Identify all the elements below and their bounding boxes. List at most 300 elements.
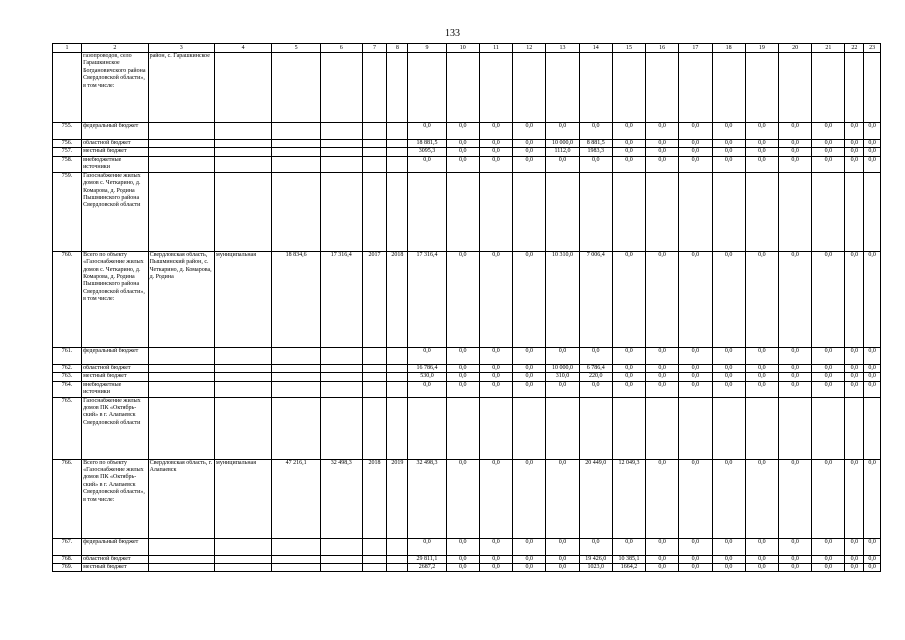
amount-cell: 0,0 (812, 140, 845, 148)
location (148, 555, 214, 563)
start-year (362, 364, 387, 372)
amount-cell: 0,0 (513, 564, 546, 572)
amount-cell: 0,0 (845, 364, 864, 372)
end-year (387, 397, 408, 459)
amount-cell: 0,0 (546, 381, 579, 397)
amount-cell (779, 397, 812, 459)
ownership-type (215, 555, 272, 563)
amount-cell: 0,0 (679, 555, 712, 563)
amount-cell: 0,0 (546, 538, 579, 555)
amount-cell: 6 786,4 (579, 364, 612, 372)
amount-cell (864, 397, 881, 459)
location (148, 140, 214, 148)
amount-cell: 0,0 (845, 373, 864, 381)
start-year (362, 123, 387, 140)
amount-cell: 0,0 (712, 538, 745, 555)
amount-cell (579, 172, 612, 251)
amount-cell: 0,0 (612, 364, 645, 372)
column-number: 7 (362, 44, 387, 53)
amount-cell: 0,0 (812, 251, 845, 347)
amount-cell: 0,0 (513, 555, 546, 563)
amount-cell: 0,0 (646, 123, 679, 140)
row-number: 768. (53, 555, 82, 563)
amount-cell: 0,0 (679, 373, 712, 381)
amount-cell: 0,0 (779, 364, 812, 372)
amount-cell (612, 397, 645, 459)
amount-cell: 0,0 (845, 140, 864, 148)
amount-cell (812, 53, 845, 123)
amount-cell: 29 811,1 (408, 555, 446, 563)
amount-cell: 0,0 (745, 156, 778, 172)
estimated-cost (272, 564, 321, 572)
column-number: 5 (272, 44, 321, 53)
location: Свердловская область, Пышминский район, с. Четкарино, д. Комарова, д. Родина (148, 251, 214, 347)
amount-cell: 0,0 (479, 140, 512, 148)
amount-cell: 0,0 (712, 381, 745, 397)
amount-cell (546, 53, 579, 123)
amount-cell: 0,0 (612, 156, 645, 172)
amount-cell: 0,0 (745, 381, 778, 397)
location (148, 373, 214, 381)
amount-cell: 0,0 (546, 347, 579, 364)
end-year (387, 156, 408, 172)
amount-cell: 0,0 (646, 364, 679, 372)
amount-cell: 0,0 (408, 156, 446, 172)
table-row (53, 381, 881, 397)
amount-cell: 0,0 (745, 123, 778, 140)
amount-cell: 530,0 (408, 373, 446, 381)
table-row (53, 373, 881, 381)
amount-cell: 0,0 (779, 140, 812, 148)
row-number (53, 53, 82, 123)
amount-cell (479, 172, 512, 251)
start-year (362, 156, 387, 172)
amount-cell: 0,0 (779, 251, 812, 347)
amount-cell: 0,0 (646, 148, 679, 156)
estimated-cost (272, 555, 321, 563)
remaining-cost (320, 347, 362, 364)
ownership-type (215, 53, 272, 123)
estimated-cost (272, 397, 321, 459)
amount-cell: 0,0 (779, 381, 812, 397)
amount-cell (408, 172, 446, 251)
table-row (53, 123, 881, 140)
amount-cell: 0,0 (845, 564, 864, 572)
end-year (387, 381, 408, 397)
row-number: 756. (53, 140, 82, 148)
amount-cell: 0,0 (513, 459, 546, 538)
table-row (53, 538, 881, 555)
amount-cell: 0,0 (612, 251, 645, 347)
start-year (362, 172, 387, 251)
column-number: 4 (215, 44, 272, 53)
estimated-cost: 47 216,1 (272, 459, 321, 538)
row-number: 769. (53, 564, 82, 572)
amount-cell: 0,0 (812, 555, 845, 563)
column-number: 20 (779, 44, 812, 53)
amount-cell: 0,0 (712, 148, 745, 156)
end-year (387, 364, 408, 372)
amount-cell: 0,0 (812, 459, 845, 538)
remaining-cost (320, 148, 362, 156)
amount-cell: 0,0 (745, 347, 778, 364)
amount-cell: 310,0 (546, 373, 579, 381)
amount-cell: 0,0 (864, 148, 881, 156)
item-name: областной бюджет (82, 140, 148, 148)
start-year (362, 140, 387, 148)
amount-cell (745, 172, 778, 251)
amount-cell: 0,0 (845, 459, 864, 538)
amount-cell (646, 53, 679, 123)
estimated-cost (272, 381, 321, 397)
amount-cell: 18 881,5 (408, 140, 446, 148)
start-year (362, 381, 387, 397)
amount-cell: 0,0 (779, 347, 812, 364)
column-number: 15 (612, 44, 645, 53)
amount-cell: 0,0 (446, 564, 479, 572)
location (148, 148, 214, 156)
item-name: Газоснабжение жилых домов с. Четкарино, д. Комарова, д. Родина Пышминского района Свердловской области (82, 172, 148, 251)
amount-cell: 0,0 (745, 251, 778, 347)
ownership-type (215, 140, 272, 148)
row-number: 759. (53, 172, 82, 251)
amount-cell: 0,0 (612, 347, 645, 364)
amount-cell: 0,0 (745, 140, 778, 148)
end-year (387, 538, 408, 555)
amount-cell: 0,0 (479, 555, 512, 563)
column-number: 9 (408, 44, 446, 53)
amount-cell: 0,0 (546, 459, 579, 538)
column-number: 23 (864, 44, 881, 53)
amount-cell: 0,0 (712, 347, 745, 364)
amount-cell: 0,0 (408, 347, 446, 364)
remaining-cost (320, 156, 362, 172)
amount-cell: 0,0 (679, 459, 712, 538)
amount-cell: 0,0 (479, 156, 512, 172)
amount-cell: 0,0 (712, 459, 745, 538)
amount-cell: 0,0 (779, 555, 812, 563)
column-number-row (53, 44, 881, 53)
amount-cell: 0,0 (646, 538, 679, 555)
row-number: 760. (53, 251, 82, 347)
amount-cell (864, 172, 881, 251)
ownership-type (215, 364, 272, 372)
remaining-cost: 32 498,3 (320, 459, 362, 538)
table-row (53, 140, 881, 148)
location (148, 381, 214, 397)
amount-cell: 0,0 (864, 347, 881, 364)
amount-cell: 0,0 (646, 373, 679, 381)
amount-cell: 0,0 (779, 459, 812, 538)
amount-cell (479, 397, 512, 459)
amount-cell: 0,0 (864, 364, 881, 372)
amount-cell: 0,0 (546, 564, 579, 572)
amount-cell: 32 498,3 (408, 459, 446, 538)
amount-cell (546, 172, 579, 251)
amount-cell: 16 786,4 (408, 364, 446, 372)
amount-cell: 0,0 (513, 373, 546, 381)
amount-cell: 20 449,0 (579, 459, 612, 538)
amount-cell: 0,0 (712, 156, 745, 172)
amount-cell: 0,0 (479, 373, 512, 381)
end-year (387, 564, 408, 572)
amount-cell (546, 397, 579, 459)
amount-cell: 0,0 (446, 373, 479, 381)
amount-cell (446, 53, 479, 123)
amount-cell: 0,0 (812, 156, 845, 172)
amount-cell: 0,0 (845, 381, 864, 397)
amount-cell: 0,0 (845, 555, 864, 563)
amount-cell: 0,0 (679, 347, 712, 364)
amount-cell (712, 397, 745, 459)
amount-cell (779, 53, 812, 123)
amount-cell: 0,0 (679, 538, 712, 555)
ownership-type (215, 381, 272, 397)
amount-cell: 0,0 (812, 364, 845, 372)
amount-cell: 0,0 (513, 140, 546, 148)
amount-cell: 0,0 (513, 538, 546, 555)
table-body (53, 44, 881, 572)
ownership-type: муниципальная (215, 459, 272, 538)
start-year (362, 53, 387, 123)
amount-cell: 0,0 (446, 381, 479, 397)
amount-cell: 0,0 (864, 555, 881, 563)
estimated-cost (272, 53, 321, 123)
ownership-type (215, 123, 272, 140)
remaining-cost (320, 123, 362, 140)
amount-cell (712, 172, 745, 251)
location (148, 397, 214, 459)
amount-cell: 0,0 (546, 156, 579, 172)
amount-cell: 0,0 (646, 251, 679, 347)
amount-cell: 10 310,0 (546, 251, 579, 347)
amount-cell (612, 53, 645, 123)
column-number: 1 (53, 44, 82, 53)
ownership-type (215, 373, 272, 381)
location (148, 564, 214, 572)
amount-cell: 0,0 (446, 156, 479, 172)
amount-cell: 1983,3 (579, 148, 612, 156)
column-number: 8 (387, 44, 408, 53)
table-row (53, 172, 881, 251)
amount-cell (679, 53, 712, 123)
amount-cell: 0,0 (712, 123, 745, 140)
amount-cell: 10 385,1 (612, 555, 645, 563)
column-number: 12 (513, 44, 546, 53)
amount-cell: 0,0 (612, 140, 645, 148)
amount-cell: 0,0 (446, 251, 479, 347)
column-number: 19 (745, 44, 778, 53)
amount-cell (812, 397, 845, 459)
amount-cell: 0,0 (779, 156, 812, 172)
end-year (387, 53, 408, 123)
location (148, 156, 214, 172)
remaining-cost (320, 172, 362, 251)
amount-cell: 0,0 (612, 148, 645, 156)
amount-cell: 2687,2 (408, 564, 446, 572)
estimated-cost: 18 834,6 (272, 251, 321, 347)
amount-cell: 0,0 (579, 156, 612, 172)
ownership-type (215, 347, 272, 364)
amount-cell (646, 397, 679, 459)
amount-cell: 0,0 (845, 148, 864, 156)
amount-cell: 0,0 (646, 156, 679, 172)
amount-cell: 0,0 (408, 538, 446, 555)
amount-cell: 10 000,0 (546, 140, 579, 148)
amount-cell (446, 397, 479, 459)
amount-cell: 0,0 (712, 364, 745, 372)
estimated-cost (272, 156, 321, 172)
amount-cell: 0,0 (845, 251, 864, 347)
amount-cell: 1023,0 (579, 564, 612, 572)
amount-cell: 0,0 (864, 251, 881, 347)
amount-cell: 0,0 (864, 538, 881, 555)
table-row (53, 364, 881, 372)
row-number: 758. (53, 156, 82, 172)
remaining-cost (320, 373, 362, 381)
column-number: 11 (479, 44, 512, 53)
amount-cell (446, 172, 479, 251)
remaining-cost (320, 397, 362, 459)
remaining-cost (320, 564, 362, 572)
amount-cell: 0,0 (446, 459, 479, 538)
end-year (387, 148, 408, 156)
row-number: 766. (53, 459, 82, 538)
column-number: 2 (82, 44, 148, 53)
amount-cell: 0,0 (446, 123, 479, 140)
item-name: внебюджетные источники (82, 381, 148, 397)
start-year (362, 555, 387, 563)
amount-cell: 0,0 (812, 564, 845, 572)
item-name: местный бюджет (82, 148, 148, 156)
amount-cell (612, 172, 645, 251)
table-row (53, 251, 881, 347)
table-row (53, 156, 881, 172)
ownership-type (215, 538, 272, 555)
remaining-cost (320, 555, 362, 563)
amount-cell: 0,0 (612, 373, 645, 381)
amount-cell: 0,0 (679, 156, 712, 172)
amount-cell: 0,0 (446, 140, 479, 148)
amount-cell: 0,0 (864, 373, 881, 381)
start-year (362, 538, 387, 555)
item-name: областной бюджет (82, 364, 148, 372)
amount-cell: 0,0 (812, 381, 845, 397)
amount-cell: 0,0 (646, 555, 679, 563)
amount-cell: 0,0 (779, 538, 812, 555)
item-name: Всего по объекту «Газоснабжение жилых домов с. Четкарино, д. Комарова, д. Родина Пышминского района Свердловской области», в том числе: (82, 251, 148, 347)
ownership-type (215, 397, 272, 459)
end-year (387, 172, 408, 251)
ownership-type (215, 148, 272, 156)
amount-cell: 0,0 (745, 373, 778, 381)
amount-cell: 0,0 (864, 564, 881, 572)
amount-cell (845, 397, 864, 459)
amount-cell: 0,0 (745, 555, 778, 563)
remaining-cost: 17 316,4 (320, 251, 362, 347)
amount-cell: 0,0 (646, 347, 679, 364)
amount-cell (579, 397, 612, 459)
remaining-cost (320, 53, 362, 123)
budget-table (52, 43, 881, 572)
ownership-type (215, 172, 272, 251)
page-number: 133 (445, 28, 460, 39)
estimated-cost (272, 123, 321, 140)
amount-cell (679, 172, 712, 251)
location (148, 123, 214, 140)
ownership-type (215, 564, 272, 572)
row-number: 767. (53, 538, 82, 555)
ownership-type (215, 156, 272, 172)
estimated-cost (272, 140, 321, 148)
end-year (387, 123, 408, 140)
end-year: 2019 (387, 459, 408, 538)
amount-cell: 0,0 (745, 538, 778, 555)
row-number: 761. (53, 347, 82, 364)
amount-cell: 0,0 (479, 538, 512, 555)
column-number: 17 (679, 44, 712, 53)
amount-cell: 0,0 (864, 156, 881, 172)
start-year (362, 373, 387, 381)
amount-cell (513, 53, 546, 123)
amount-cell (845, 53, 864, 123)
amount-cell: 0,0 (712, 140, 745, 148)
estimated-cost (272, 538, 321, 555)
amount-cell: 0,0 (679, 564, 712, 572)
amount-cell (745, 397, 778, 459)
table-row (53, 459, 881, 538)
amount-cell (408, 53, 446, 123)
amount-cell: 0,0 (479, 251, 512, 347)
amount-cell (745, 53, 778, 123)
amount-cell (779, 172, 812, 251)
amount-cell: 0,0 (712, 564, 745, 572)
item-name: Всего по объекту «Газоснабжение жилых домов ПК «Октябрь-ский» в г. Алапаевск Свердловской области», в том числе: (82, 459, 148, 538)
amount-cell: 0,0 (646, 140, 679, 148)
amount-cell: 0,0 (408, 123, 446, 140)
amount-cell: 0,0 (479, 459, 512, 538)
amount-cell: 0,0 (479, 381, 512, 397)
amount-cell: 0,0 (513, 347, 546, 364)
end-year (387, 347, 408, 364)
amount-cell: 0,0 (513, 148, 546, 156)
item-name: местный бюджет (82, 373, 148, 381)
remaining-cost (320, 381, 362, 397)
amount-cell (812, 172, 845, 251)
estimated-cost (272, 172, 321, 251)
amount-cell: 0,0 (745, 564, 778, 572)
amount-cell: 0,0 (779, 123, 812, 140)
amount-cell: 0,0 (446, 148, 479, 156)
item-name: газопроводов, село Гарашкинское Богдановичского района Свердловской области», в том числе: (82, 53, 148, 123)
amount-cell: 0,0 (845, 156, 864, 172)
amount-cell (864, 53, 881, 123)
amount-cell (479, 53, 512, 123)
amount-cell: 12 049,3 (612, 459, 645, 538)
amount-cell: 8 881,5 (579, 140, 612, 148)
amount-cell: 0,0 (479, 564, 512, 572)
amount-cell: 0,0 (579, 538, 612, 555)
amount-cell: 0,0 (408, 381, 446, 397)
amount-cell: 7 006,4 (579, 251, 612, 347)
amount-cell: 0,0 (679, 251, 712, 347)
amount-cell (513, 172, 546, 251)
ownership-type: муниципальная (215, 251, 272, 347)
start-year (362, 148, 387, 156)
amount-cell: 0,0 (679, 148, 712, 156)
amount-cell: 0,0 (579, 123, 612, 140)
item-name: федеральный бюджет (82, 123, 148, 140)
